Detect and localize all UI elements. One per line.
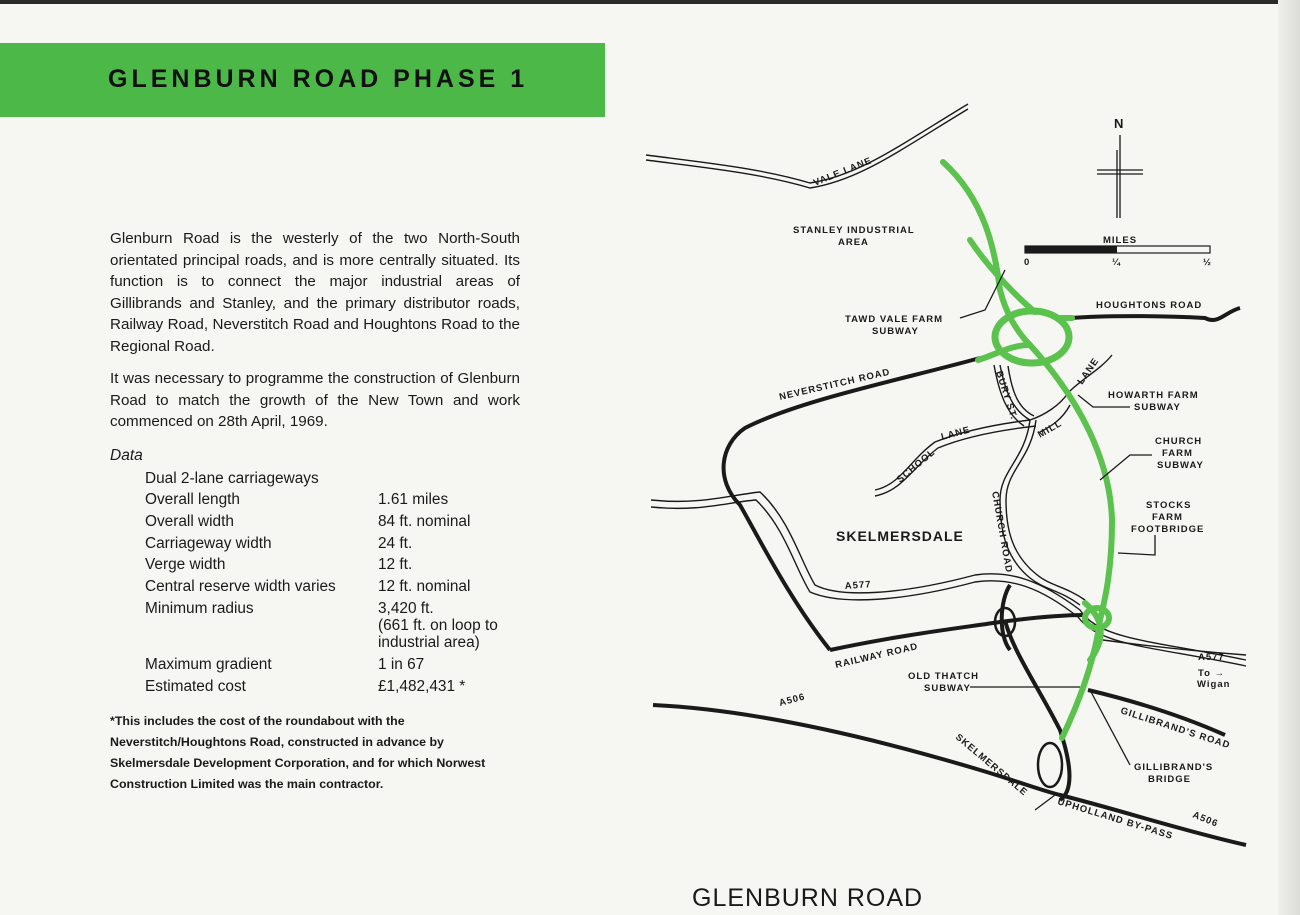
page-edge-shadow (1278, 0, 1300, 915)
scale-half-label: ½ (1203, 257, 1212, 268)
scale-quarter-label: ¼ (1112, 257, 1121, 268)
intro-paragraph-1: Glenburn Road is the westerly of the two North-South orientated principal roads, and is more centrally situated. Its function is to connect the major industrial areas of Gillibrands and Stanley, and the primary distributor roads, Railway Road, Neverstitch Road and Houghtons Road to the Regional Road. (110, 230, 520, 355)
scale-0-label: 0 (1024, 257, 1031, 268)
minor-roads (646, 104, 1246, 666)
data-carriageways: Dual 2-lane carriageways (145, 470, 319, 487)
title-banner (0, 43, 605, 117)
scale-bar-fill (1025, 246, 1117, 253)
data-value-overall-length: 1.61 miles (378, 491, 449, 508)
mill-label: MILL (1036, 417, 1065, 441)
data-label-overall-length: Overall length (145, 491, 240, 508)
gillibrands-bridge-label-2: BRIDGE (1148, 774, 1191, 785)
data-value-estimated-cost: £1,482,431 * (378, 678, 466, 695)
top-border (0, 0, 1300, 4)
school-label: SCHOOL (894, 446, 938, 486)
a506-east-label: A506 (1190, 809, 1220, 830)
stanley-label-2: AREA (838, 237, 869, 248)
tawd-vale-label-1: TAWD VALE FARM (845, 314, 944, 325)
north-label: N (1114, 116, 1125, 131)
road-map (630, 95, 1270, 860)
to-wigan-label-1: To → (1198, 668, 1226, 679)
tawd-vale-label-2: SUBWAY (872, 326, 919, 337)
houghtons-road-label: HOUGHTONS ROAD (1096, 300, 1203, 311)
to-wigan-label-2: Wigan (1197, 679, 1231, 690)
howarth-label-2: SUBWAY (1134, 402, 1181, 413)
old-thatch-label-2: SUBWAY (924, 683, 971, 694)
mill-lane-label: LANE (1075, 355, 1102, 387)
stocks-label-3: FOOTBRIDGE (1131, 524, 1205, 535)
gillibrands-road-label: GILLIBRAND'S ROAD (1119, 705, 1232, 752)
data-value-central-reserve: 12 ft. nominal (378, 578, 471, 595)
data-value-minimum-radius (378, 600, 498, 651)
school-lane-label: LANE (939, 424, 972, 443)
scale-miles-label: MILES (1103, 235, 1138, 246)
skelmersdale-road-label: SKELMERSDALE (953, 731, 1030, 799)
bury-st-label: BURY ST. (993, 369, 1020, 422)
church-farm-label-3: SUBWAY (1157, 460, 1204, 471)
data-label-estimated-cost: Estimated cost (145, 678, 246, 695)
data-value-verge-width: 12 ft. (378, 556, 413, 573)
compass (1097, 135, 1143, 218)
church-road-label: CHURCH ROAD (989, 490, 1015, 575)
minimum-radius-note-2: industrial area) (378, 634, 480, 651)
map-caption: GLENBURN ROAD (692, 884, 924, 912)
vale-lane-label: VALE LANE (812, 155, 874, 189)
intro-paragraph-2: It was necessary to programme the construction of Glenburn Road to match the growth of the New Town and work commenced on 28th April, 1969. (110, 370, 520, 430)
howarth-label-1: HOWARTH FARM (1108, 390, 1199, 401)
railway-road-label: RAILWAY ROAD (834, 641, 920, 671)
a577-east-label: A577 (1198, 652, 1225, 663)
old-thatch-label-1: OLD THATCH (908, 671, 980, 682)
minimum-radius-note-1: (661 ft. on loop to (378, 617, 498, 634)
data-label-minimum-radius: Minimum radius (145, 600, 254, 617)
stocks-label-2: FARM (1152, 512, 1183, 523)
neverstitch-roundabout (995, 311, 1069, 363)
data-label-maximum-gradient: Maximum gradient (145, 656, 272, 673)
church-farm-label-2: FARM (1162, 448, 1193, 459)
data-label-central-reserve: Central reserve width varies (145, 578, 336, 595)
minimum-radius-value: 3,420 ft. (378, 600, 434, 617)
upholland-bypass-label: UPHOLLAND BY-PASS (1056, 796, 1175, 843)
data-value-maximum-gradient: 1 in 67 (378, 656, 425, 673)
a577-west-label: A577 (844, 579, 872, 592)
stanley-label-1: STANLEY INDUSTRIAL (793, 225, 915, 236)
a506-west-label: A506 (777, 691, 807, 709)
data-value-carriageway-width: 24 ft. (378, 535, 413, 552)
data-value-overall-width: 84 ft. nominal (378, 513, 471, 530)
page-title: GLENBURN ROAD PHASE 1 (108, 65, 529, 93)
neverstitch-road-label: NEVERSTITCH ROAD (778, 366, 892, 403)
data-heading: Data (110, 447, 143, 464)
cost-footnote: *This includes the cost of the roundabout with the Neverstitch/Houghtons Road, constructed in advance by Skelmersdale Development Corporation, and for which Norwest Construction Limited was the main contractor. (110, 714, 486, 791)
stocks-label-1: STOCKS (1146, 500, 1192, 511)
skelmersdale-label: SKELMERSDALE (836, 528, 964, 544)
church-farm-label-1: CHURCH (1155, 436, 1203, 447)
gillibrands-bridge-label-1: GILLIBRAND'S (1134, 762, 1214, 773)
data-label-verge-width: Verge width (145, 556, 226, 573)
junction-loops (995, 608, 1062, 787)
data-label-carriageway-width: Carriageway width (145, 535, 272, 552)
data-label-overall-width: Overall width (145, 513, 234, 530)
